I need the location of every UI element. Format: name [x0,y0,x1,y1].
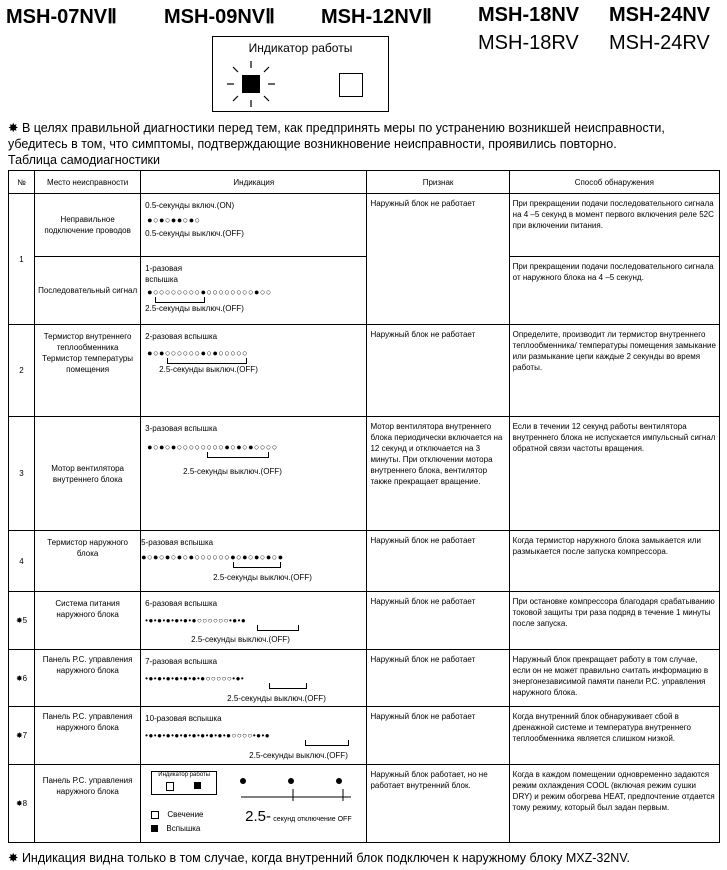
off-interval-bracket [257,625,299,631]
detection-method: При прекращении подачи последовательного сигнала от наружного блока на 4 –5 секунд. [509,257,719,325]
fault-location: Панель Р.С. управления наружного блока [35,650,141,707]
symptom: Наружный блок не работает [367,194,509,325]
blink-pattern: ●○●○●○○○○○○○○●○●○●○○○○ [147,442,278,452]
fault-location: Термистор наружного блока [35,531,141,592]
row-number: ✸7 [9,707,35,765]
indication-cell [141,531,367,592]
model-name: MSH-09NVⅡ [164,6,275,28]
flash-count-label: 1-разовая вспышка [145,264,183,284]
diagnostic-note: убедитесь в том, что симптомы, подтверждающие возникновение неисправности, проявились повторно. [8,137,617,151]
symptom: Наружный блок не работает [367,707,509,765]
table-row [9,417,720,531]
symptom: Наружный блок не работает [367,531,509,592]
blink-pattern: ●○○○○○○○○●○○○○○○○○●○○ [147,287,272,297]
operation-indicator-diagram [212,36,389,112]
footer-note: ✸ Индикация видна только в том случае, когда внутренний блок подключен к наружному блоку MXZ-32NV. [8,851,630,865]
legend-on-label: Свечение [167,810,204,819]
detection-method: При прекращении подачи последовательного сигнала на 4 –5 секунд в момент первого включения реле 52С при включении питания. [509,194,719,257]
legend-on [151,809,203,820]
mini-indicator-label: Индикатор работы [158,772,211,778]
flash-rays-icon [227,61,275,107]
indication-cell [141,194,367,257]
off-square-icon [166,782,174,791]
fault-location: Термистор внутреннего теплообменника Термистор температуры помещения [35,325,141,417]
off-duration-label: 2.5-секунды выключ.(OFF) [213,573,312,582]
detection-method: Когда в каждом помещении одновременно задаются режим охлаждения COOL (включая режим сушки DRY) и режим обогрева HEAT, предпочтение отдается тому режиму, который был задан первым. [509,765,719,843]
off-duration-label: 2.5-секунды выключ.(OFF) [249,751,348,760]
off-duration-label: 2.5-секунды выключ.(OFF) [159,365,258,374]
off-duration-label: 0.5-секунды выключ.(OFF) [145,229,244,238]
blink-pattern: •●•●•●•●•●•●○○○○○○•●•● [145,616,247,625]
indicator-off-icon [339,73,363,97]
mini-indicator-diagram [151,771,217,795]
indication-cell [141,765,367,843]
model-name: MSH-12NVⅡ [321,6,432,28]
table-row [9,194,720,257]
legend-flash [151,823,200,834]
fault-location: Неправильное подключение проводов [35,194,141,257]
table-title: Таблица самодиагностики [8,153,161,167]
detection-method: Определите, производит ли термистор внутреннего теплообменника/ температуры помещения замыкание или размыкание цепи каждые 2 секунды во время работы. [509,325,719,417]
fault-location: Система питания наружного блока [35,592,141,650]
flash-count-label: 2-разовая вспышка [145,332,218,341]
indication-cell [141,417,367,531]
row-number: 1 [9,194,35,325]
flash-square-icon [151,825,158,832]
blink-pattern: •●•●•●•●•●•●•●•●•●•●○○○○•●•● [145,731,271,740]
diagnostic-note: ✸ В целях правильной диагностики перед тем, как предпринять меры по устранению возникшей неисправности, [8,121,665,135]
flash-count-label: 3-разовая вспышка [145,424,218,433]
off-seconds-value: 2.5- [245,808,272,825]
row-number: ✸6 [9,650,35,707]
model-name: MSH-07NVⅡ [6,6,117,28]
column-header: Способ обнаружения [509,171,719,194]
off-duration-label: 2.5-секунды выключ.(OFF) [227,694,326,703]
table-row [9,707,720,765]
lit-square-icon [151,811,159,819]
on-duration-label: 0.5-секунды включ.(ON) [145,201,235,210]
off-interval-bracket [269,683,307,689]
fault-location: Мотор вентилятора внутреннего блока [35,417,141,531]
table-row [9,325,720,417]
off-duration-label: 2.5-секунды выключ.(OFF) [183,467,282,476]
off-seconds-unit: секунд отключение OFF [273,816,352,823]
column-header: Индикация [141,171,367,194]
row-number: 2 [9,325,35,417]
self-diagnosis-table [8,170,720,843]
table-header-row [9,171,720,194]
fault-location: Последовательный сигнал [35,257,141,325]
row-number: 3 [9,417,35,531]
table-row [9,592,720,650]
model-name: MSH-18RV [478,32,579,54]
fault-location: Панель Р.С. управления наружного блока [35,707,141,765]
table-row [9,531,720,592]
detection-method: При остановке компрессора благодаря срабатыванию токовой защиты три раза подряд в течение 1 минуты после запуска. [509,592,719,650]
indication-cell [141,257,367,325]
off-duration-label: 2.5-секунды выключ.(OFF) [191,635,290,644]
detection-method: Если в течении 12 секунд работы вентилятора внутреннего блока не испускается импульсный сигнал обратной связи частоты вращения. [509,417,719,531]
symptom: Наружный блок не работает [367,650,509,707]
indication-cell [141,325,367,417]
table-row [9,765,720,843]
blink-pattern: ●○●○●○●○●○○○○○○●○●○●○●○● [141,552,284,562]
symptom: Наружный блок не работает [367,592,509,650]
blink-pattern: ●○●○○○○○○●○●○○○○○ [147,348,249,358]
flash-count-label: 10-разовая вспышка [145,714,222,723]
indication-cell [141,650,367,707]
row-number: ✸8 [9,765,35,843]
table-row [9,257,720,325]
flash-count-label: 5-разовая вспышка [141,538,214,547]
model-name: MSH-18NV [478,4,580,26]
model-name: MSH-24RV [609,32,710,54]
blink-pattern: •●•●•●•●•●•●•●○○○○○•●• [145,674,245,683]
detection-method: Когда термистор наружного блока замыкается или размыкается после запуска компрессора. [509,531,719,592]
off-interval-bracket [305,740,349,746]
symptom: Наружный блок работает, но не работает внутренний блок. [367,765,509,843]
legend-flash-label: Вспышка [166,824,201,833]
indication-cell [141,707,367,765]
timing-diagram [233,775,363,809]
indicator-label: Индикатор работы [248,41,353,55]
row-number: 4 [9,531,35,592]
symptom: Мотор вентилятора внутреннего блока периодически включается на 12 секунд и отключается на 3 минуты. При отключении мотора внутреннего блока, вентилятор также прекращает вращение. [367,417,509,531]
off-duration-label: 2.5-секунды выключ.(OFF) [145,304,244,313]
flash-square-icon [194,782,201,789]
fault-location: Панель Р.С. управления наружного блока [35,765,141,843]
blink-pattern: ●○●○●●○●○ [147,215,201,225]
off-interval-caption [245,808,352,825]
column-header: Признак [367,171,509,194]
table-row [9,650,720,707]
model-name: MSH-24NV [609,4,711,26]
row-number: ✸5 [9,592,35,650]
detection-method: Наружный блок прекращает работу в том случае, если он не может правильно считать информацию в энергонезависимой памяти панели Р.С. управления наружного блока. [509,650,719,707]
column-header: № [9,171,35,194]
indication-cell [141,592,367,650]
symptom: Наружный блок не работает [367,325,509,417]
flash-count-label: 7-разовая вспышка [145,657,218,666]
flash-count-label: 6-разовая вспышка [145,599,218,608]
column-header: Место неисправности [35,171,141,194]
detection-method: Когда внутренний блок обнаруживает сбой в дренажной системе и температура внутреннего теплообменника является слишком низкой. [509,707,719,765]
